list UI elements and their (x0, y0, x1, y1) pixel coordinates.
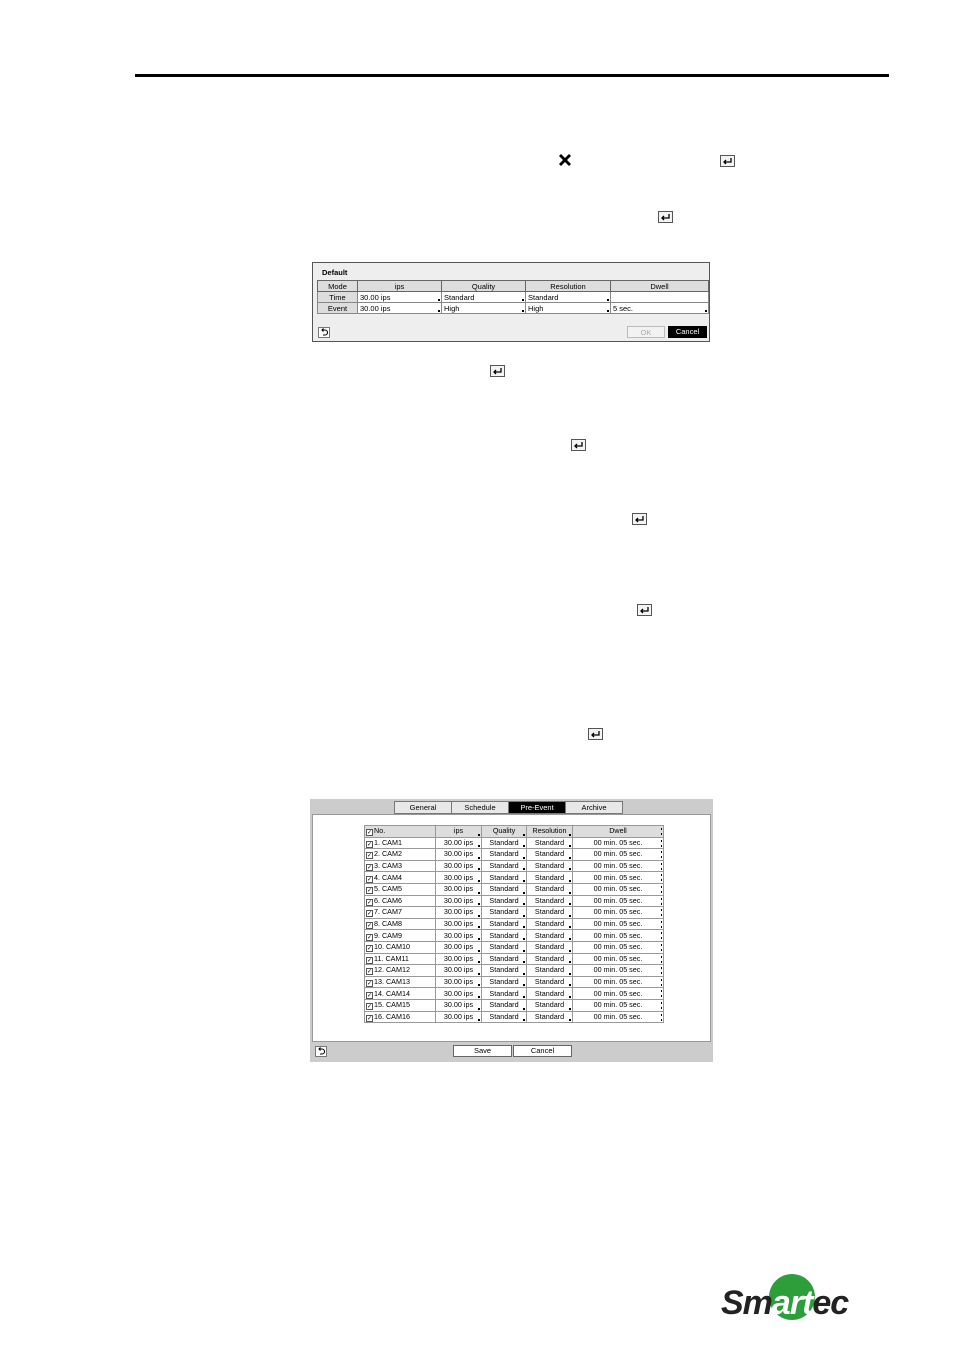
quality-select[interactable]: Standard (482, 988, 527, 1000)
logo-wordmark: Smartec (721, 1284, 849, 1322)
camera-name: 12. CAM12 (374, 965, 410, 975)
quality-select[interactable]: Standard (482, 976, 527, 988)
camera-checkbox[interactable]: ✓ (367, 934, 373, 941)
resolution-select[interactable]: Standard (527, 976, 573, 988)
close-x-icon (557, 152, 573, 168)
quality-select[interactable]: Standard (482, 930, 527, 942)
camera-checkbox[interactable]: ✓ (367, 911, 373, 918)
smartec-logo (719, 1272, 861, 1324)
table-row (365, 907, 664, 919)
ips-select[interactable]: 30.00 ips (436, 907, 482, 919)
camera-cell (365, 965, 436, 977)
camera-checkbox[interactable]: ✓ (367, 841, 373, 848)
camera-checkbox[interactable]: ✓ (367, 853, 373, 860)
tab-pre-event[interactable]: Pre-Event (508, 801, 566, 814)
dialog-title: Default (322, 268, 348, 277)
resolution-select[interactable]: Standard (527, 895, 573, 907)
default-settings-table (317, 280, 709, 314)
camera-cell (365, 860, 436, 872)
record-settings-dialog (310, 799, 713, 1062)
table-row (365, 872, 664, 884)
camera-cell (365, 837, 436, 849)
column-header-mode: Mode (318, 281, 358, 292)
dwell-field (611, 292, 709, 303)
quality-select[interactable]: High (442, 303, 526, 314)
ips-select[interactable]: 30.00 ips (436, 883, 482, 895)
resolution-select[interactable]: Standard (527, 860, 573, 872)
ips-select[interactable]: 30.00 ips (436, 999, 482, 1011)
table-row (365, 837, 664, 849)
camera-name: 8. CAM8 (374, 919, 402, 929)
table-row (365, 1011, 664, 1023)
ips-select[interactable]: 30.00 ips (436, 1011, 482, 1023)
camera-checkbox[interactable]: ✓ (367, 865, 373, 872)
camera-name: 5. CAM5 (374, 884, 402, 894)
ips-select[interactable]: 30.00 ips (436, 860, 482, 872)
ips-select[interactable]: 30.00 ips (436, 849, 482, 861)
tab-bar (395, 801, 623, 814)
resolution-select[interactable]: Standard (527, 930, 573, 942)
quality-select[interactable]: Standard (482, 895, 527, 907)
camera-cell (365, 872, 436, 884)
quality-select[interactable]: Standard (482, 860, 527, 872)
column-header-quality[interactable]: Quality (482, 826, 527, 838)
camera-name: 13. CAM13 (374, 977, 410, 987)
table-row (318, 303, 709, 314)
column-header-resolution: Resolution (526, 281, 611, 292)
ips-select[interactable]: 30.00 ips (436, 941, 482, 953)
ips-select[interactable]: 30.00 ips (436, 918, 482, 930)
ips-select[interactable]: 30.00 ips (436, 976, 482, 988)
enter-key-icon (571, 439, 586, 451)
camera-checkbox[interactable]: ✓ (367, 888, 373, 895)
camera-cell (365, 976, 436, 988)
camera-cell (365, 895, 436, 907)
resolution-select[interactable]: Standard (527, 837, 573, 849)
dwell-spinner[interactable]: 00 min. 05 sec. (573, 1011, 664, 1023)
dwell-select[interactable]: 5 sec. (611, 303, 709, 314)
camera-name: 2. CAM2 (374, 849, 402, 859)
dwell-spinner[interactable]: 00 min. 05 sec. (573, 976, 664, 988)
tab-general[interactable]: General (394, 801, 452, 814)
dwell-spinner[interactable]: 00 min. 05 sec. (573, 883, 664, 895)
enter-key-icon (490, 365, 505, 377)
table-row (365, 883, 664, 895)
camera-cell (365, 1011, 436, 1023)
table-row (365, 953, 664, 965)
tab-schedule[interactable]: Schedule (451, 801, 509, 814)
quality-select[interactable]: Standard (482, 918, 527, 930)
resolution-select[interactable]: Standard (527, 883, 573, 895)
enter-key-icon (632, 513, 647, 525)
dialog-footer (310, 1043, 713, 1062)
table-row (365, 941, 664, 953)
dwell-spinner[interactable]: 00 min. 05 sec. (573, 895, 664, 907)
camera-checkbox[interactable]: ✓ (367, 1015, 373, 1022)
back-button[interactable] (318, 327, 330, 338)
back-button[interactable] (315, 1046, 327, 1057)
camera-checkbox[interactable]: ✓ (367, 876, 373, 883)
quality-select[interactable]: Standard (482, 849, 527, 861)
column-header-resolution[interactable]: Resolution (527, 826, 573, 838)
enter-key-icon (588, 728, 603, 740)
back-arrow-icon (316, 1047, 326, 1056)
table-row (365, 849, 664, 861)
dwell-spinner[interactable]: 00 min. 05 sec. (573, 907, 664, 919)
camera-name: 9. CAM9 (374, 930, 402, 940)
camera-name: 4. CAM4 (374, 872, 402, 882)
camera-name: 10. CAM10 (374, 942, 410, 952)
table-row (365, 965, 664, 977)
table-row (365, 999, 664, 1011)
table-row (365, 930, 664, 942)
camera-name: 3. CAM3 (374, 861, 402, 871)
camera-checkbox[interactable]: ✓ (367, 992, 373, 999)
camera-cell (365, 849, 436, 861)
column-header-no-label: No. (374, 826, 386, 836)
camera-checkbox[interactable]: ✓ (367, 1004, 373, 1011)
ips-select[interactable]: 30.00 ips (436, 837, 482, 849)
column-header-dwell: Dwell (611, 281, 709, 292)
enter-key-icon (658, 211, 673, 223)
quality-select[interactable]: Standard (482, 1011, 527, 1023)
table-row (365, 895, 664, 907)
quality-select[interactable]: Standard (482, 965, 527, 977)
table-row (365, 988, 664, 1000)
resolution-select[interactable]: Standard (527, 941, 573, 953)
dwell-spinner[interactable]: 00 min. 05 sec. (573, 860, 664, 872)
camera-cell (365, 988, 436, 1000)
ips-select[interactable]: 30.00 ips (436, 953, 482, 965)
camera-checkbox[interactable]: ✓ (367, 923, 373, 930)
back-arrow-icon (319, 328, 329, 337)
camera-cell (365, 999, 436, 1011)
column-header-dwell[interactable]: Dwell (573, 826, 664, 838)
resolution-select[interactable]: Standard (527, 849, 573, 861)
camera-checkbox[interactable]: ✓ (367, 969, 373, 976)
camera-name: 16. CAM16 (374, 1011, 410, 1021)
ips-select[interactable]: 30.00 ips (436, 895, 482, 907)
enter-key-icon (637, 604, 652, 616)
table-row (365, 976, 664, 988)
resolution-select[interactable]: Standard (527, 872, 573, 884)
camera-checkbox[interactable]: ✓ (367, 946, 373, 953)
dwell-spinner[interactable]: 00 min. 05 sec. (573, 999, 664, 1011)
quality-select[interactable]: Standard (482, 953, 527, 965)
quality-select[interactable]: Standard (482, 883, 527, 895)
resolution-select[interactable]: Standard (527, 988, 573, 1000)
quality-select[interactable]: Standard (442, 292, 526, 303)
dwell-spinner[interactable]: 00 min. 05 sec. (573, 988, 664, 1000)
select-all-checkbox[interactable]: ✓ (367, 830, 373, 837)
resolution-select[interactable]: Standard (527, 1011, 573, 1023)
dwell-spinner[interactable]: 00 min. 05 sec. (573, 837, 664, 849)
table-row (365, 860, 664, 872)
tab-archive[interactable]: Archive (565, 801, 623, 814)
resolution-select[interactable]: Standard (527, 907, 573, 919)
cancel-button[interactable]: Cancel (513, 1045, 572, 1057)
column-header-no (365, 826, 436, 838)
column-header-ips[interactable]: ips (436, 826, 482, 838)
table-row (318, 292, 709, 303)
cancel-button[interactable]: Cancel (668, 326, 707, 338)
quality-select[interactable]: Standard (482, 999, 527, 1011)
dwell-spinner[interactable]: 00 min. 05 sec. (573, 953, 664, 965)
dwell-spinner[interactable]: 00 min. 05 sec. (573, 941, 664, 953)
camera-name: 11. CAM11 (374, 953, 409, 963)
camera-name: 15. CAM15 (374, 1000, 410, 1010)
ips-select[interactable]: 30.00 ips (358, 303, 442, 314)
mode-label: Time (318, 292, 358, 303)
quality-select[interactable]: Standard (482, 907, 527, 919)
camera-name: 6. CAM6 (374, 895, 402, 905)
column-header-quality: Quality (442, 281, 526, 292)
dwell-spinner[interactable]: 00 min. 05 sec. (573, 849, 664, 861)
ok-button[interactable]: OK (627, 326, 665, 338)
resolution-select[interactable]: Standard (527, 953, 573, 965)
camera-cell (365, 953, 436, 965)
pre-event-panel (312, 814, 711, 1042)
quality-select[interactable]: Standard (482, 941, 527, 953)
resolution-select[interactable]: Standard (526, 292, 611, 303)
camera-checkbox[interactable]: ✓ (367, 981, 373, 988)
dwell-spinner[interactable]: 00 min. 05 sec. (573, 965, 664, 977)
ips-select[interactable]: 30.00 ips (436, 872, 482, 884)
ips-select[interactable]: 30.00 ips (436, 988, 482, 1000)
camera-cell (365, 907, 436, 919)
table-row (365, 918, 664, 930)
enter-key-icon (720, 155, 735, 167)
camera-cell (365, 918, 436, 930)
camera-cell (365, 941, 436, 953)
save-button[interactable]: Save (453, 1045, 512, 1057)
camera-name: 7. CAM7 (374, 907, 402, 917)
resolution-select[interactable]: Standard (527, 918, 573, 930)
resolution-select[interactable]: High (526, 303, 611, 314)
quality-select[interactable]: Standard (482, 872, 527, 884)
camera-cell (365, 883, 436, 895)
ips-select[interactable]: 30.00 ips (436, 965, 482, 977)
ips-select[interactable]: 30.00 ips (358, 292, 442, 303)
dwell-spinner[interactable]: 00 min. 05 sec. (573, 872, 664, 884)
quality-select[interactable]: Standard (482, 837, 527, 849)
resolution-select[interactable]: Standard (527, 999, 573, 1011)
camera-checkbox[interactable]: ✓ (367, 899, 373, 906)
header-rule (135, 74, 889, 77)
camera-cell (365, 930, 436, 942)
mode-label: Event (318, 303, 358, 314)
default-settings-dialog (312, 262, 710, 342)
ips-select[interactable]: 30.00 ips (436, 930, 482, 942)
column-header-ips: ips (358, 281, 442, 292)
camera-name: 14. CAM14 (374, 988, 410, 998)
resolution-select[interactable]: Standard (527, 965, 573, 977)
camera-checkbox[interactable]: ✓ (367, 957, 373, 964)
camera-name: 1. CAM1 (374, 837, 402, 847)
dwell-spinner[interactable]: 00 min. 05 sec. (573, 918, 664, 930)
dwell-spinner[interactable]: 00 min. 05 sec. (573, 930, 664, 942)
pre-event-table (364, 825, 664, 1023)
